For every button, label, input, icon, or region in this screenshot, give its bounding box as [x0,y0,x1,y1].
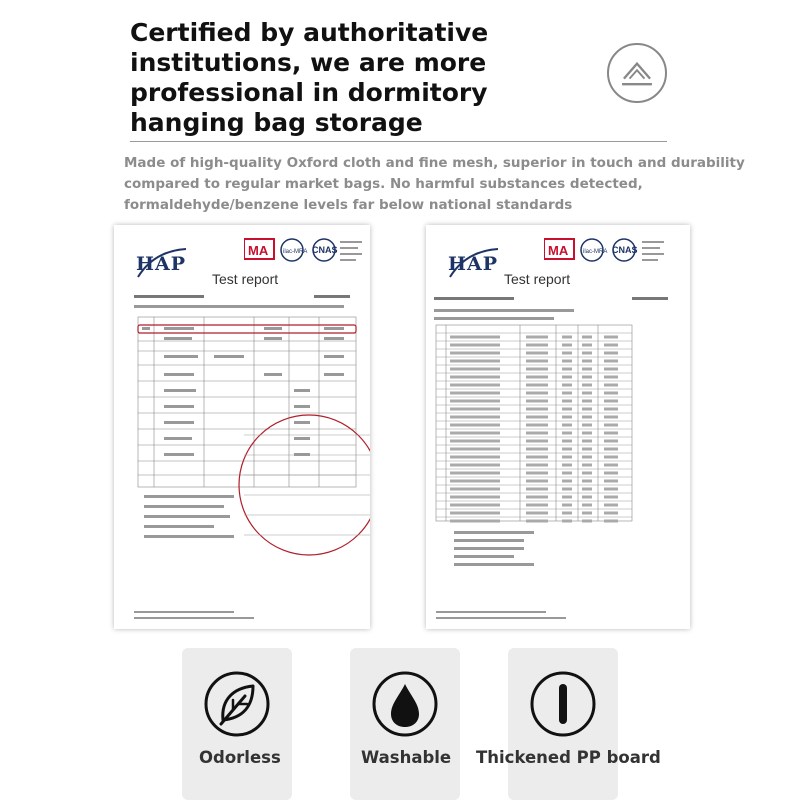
table-cell [526,408,548,411]
table-cell [604,464,618,467]
board-icon [529,670,597,738]
table-cell [526,496,548,499]
table-cell [582,408,592,411]
report-table [426,285,690,629]
table-cell [562,336,572,339]
table-cell [604,424,618,427]
feature-label-pp-board: Thickened PP board [476,748,661,767]
table-cell [582,392,592,395]
table-cell [604,472,618,475]
table-cell [582,360,592,363]
table-cell [604,504,618,507]
test-report-1 [114,225,370,629]
table-cell [450,400,500,403]
table-cell [526,432,548,435]
test-report-2 [426,225,690,629]
table-cell [582,336,592,339]
table-cell [562,512,572,515]
table-cell [450,360,500,363]
cert-logos [244,237,364,271]
table-cell [604,456,618,459]
table-cell [526,352,548,355]
table-cell [526,440,548,443]
headline: Certified by authoritative institutions, we are more professional in dormitory hanging bag storage [130,18,489,137]
table-cell [604,496,618,499]
table-cell [582,512,592,515]
table-cell [582,488,592,491]
feature-label-odorless: Odorless [199,748,281,767]
table-cell [604,416,618,419]
water-drop-icon [371,670,439,738]
table-cell [562,504,572,507]
table-cell [526,456,548,459]
table-cell [582,400,592,403]
ilac-logo: ilac-MRA [283,249,308,255]
table-cell [450,424,500,427]
table-cell [526,520,548,523]
ma-logo: MA [248,243,269,258]
table-cell [526,472,548,475]
table-cell [562,376,572,379]
table-cell [562,448,572,451]
table-cell [582,376,592,379]
table-cell [562,488,572,491]
table-cell [450,504,500,507]
table-cell [604,360,618,363]
table-cell [526,464,548,467]
table-cell [450,408,500,411]
table-cell [604,488,618,491]
cnas-logo: CNAS [612,245,638,255]
table-cell [582,424,592,427]
ilac-logo: ilac-MRA [583,249,608,255]
table-cell [582,432,592,435]
table-cell [526,504,548,507]
table-cell [562,432,572,435]
table-cell [582,440,592,443]
report-table [114,285,370,629]
table-cell [562,384,572,387]
table-cell [604,448,618,451]
table-cell [450,384,500,387]
table-cell [562,520,572,523]
table-cell [526,512,548,515]
table-cell [450,472,500,475]
hap-logo: HAP [136,253,186,275]
table-cell [526,424,548,427]
table-cell [604,512,618,515]
table-cell [562,440,572,443]
report-title: Test report [212,271,279,287]
table-cell [526,488,548,491]
feature-card-odorless [182,648,292,800]
table-cell [562,472,572,475]
table-cell [526,480,548,483]
table-cell [450,336,500,339]
table-cell [450,432,500,435]
feature-card-pp-board [508,648,618,800]
table-cell [582,368,592,371]
table-cell [526,336,548,339]
table-cell [582,480,592,483]
table-cell [526,392,548,395]
table-cell [526,376,548,379]
table-cell [604,440,618,443]
table-cell [604,368,618,371]
table-cell [450,464,500,467]
table-cell [562,480,572,483]
table-cell [562,392,572,395]
table-cell [604,344,618,347]
table-cell [450,448,500,451]
table-cell [604,376,618,379]
feature-label-washable: Washable [361,748,452,767]
leaf-icon [203,670,271,738]
table-cell [562,360,572,363]
table-cell [582,520,592,523]
table-cell [450,344,500,347]
table-cell [562,408,572,411]
table-cell [562,416,572,419]
table-cell [526,400,548,403]
feature-card-washable [350,648,460,800]
table-cell [582,464,592,467]
table-cell [450,488,500,491]
table-cell [450,480,500,483]
table-cell [582,384,592,387]
table-cell [604,480,618,483]
table-cell [450,368,500,371]
table-cell [582,504,592,507]
ma-logo: MA [548,243,569,258]
table-cell [582,456,592,459]
report-rows [436,333,632,523]
table-cell [526,416,548,419]
table-cell [604,392,618,395]
table-cell [562,456,572,459]
table-cell [526,448,548,451]
table-cell [450,416,500,419]
table-cell [582,448,592,451]
cnas-logo: CNAS [312,245,338,255]
table-cell [450,456,500,459]
table-cell [562,400,572,403]
table-cell [450,520,500,523]
report-title: Test report [504,271,571,287]
table-cell [562,344,572,347]
table-cell [604,352,618,355]
table-cell [526,344,548,347]
table-cell [582,416,592,419]
table-cell [604,336,618,339]
table-cell [450,496,500,499]
table-cell [582,472,592,475]
table-cell [582,496,592,499]
table-cell [450,352,500,355]
table-cell [562,368,572,371]
divider [130,141,667,142]
table-cell [562,464,572,467]
table-cell [562,424,572,427]
table-cell [604,432,618,435]
table-cell [526,360,548,363]
table-cell [450,376,500,379]
table-cell [604,408,618,411]
table-cell [582,344,592,347]
table-cell [526,368,548,371]
table-cell [450,392,500,395]
table-cell [562,496,572,499]
cert-logos [544,237,674,271]
certification-badge-icon [607,43,667,103]
table-cell [604,384,618,387]
table-cell [562,352,572,355]
table-cell [604,520,618,523]
table-cell [450,440,500,443]
subheadline: Made of high-quality Oxford cloth and fine mesh, superior in touch and durability compared to regular market bags. No harmful substances detected, formaldehyde/benzene levels far below national standards [124,155,745,213]
table-cell [450,512,500,515]
table-cell [526,384,548,387]
hap-logo: HAP [448,253,498,275]
table-cell [604,400,618,403]
table-cell [582,352,592,355]
